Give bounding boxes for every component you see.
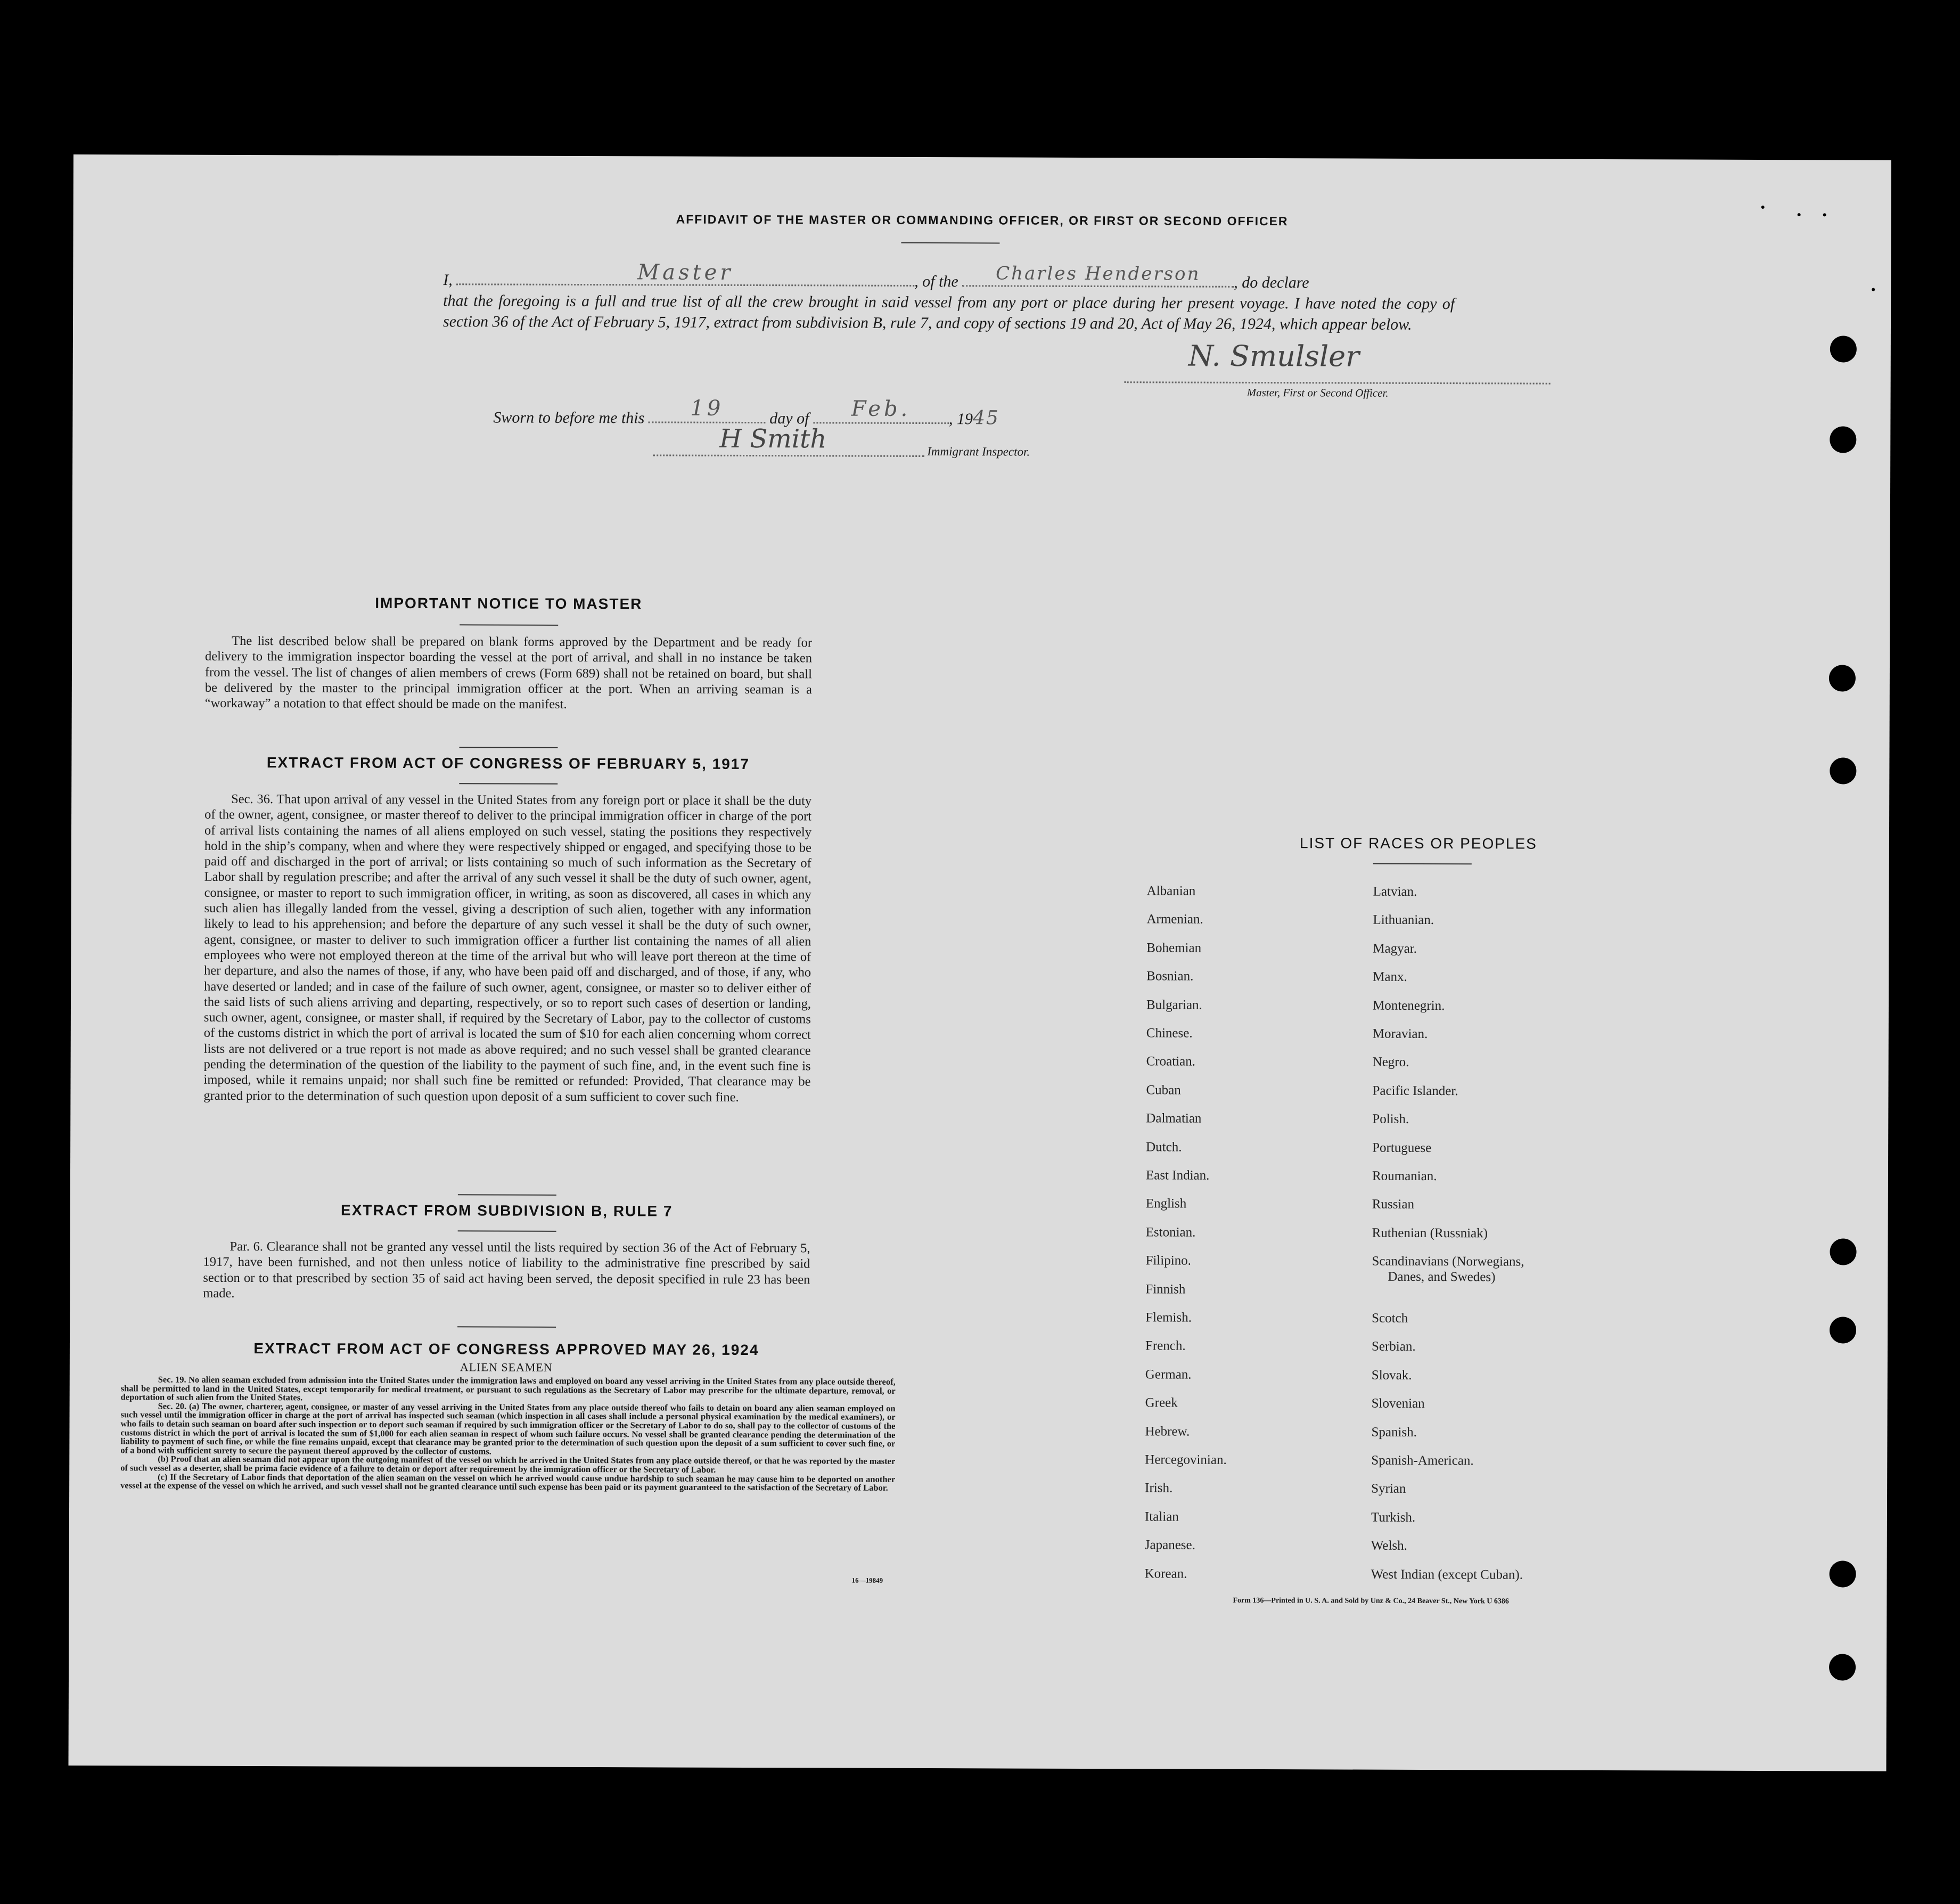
- race-item: Polish.: [1372, 1112, 1409, 1127]
- rule-7-title: EXTRACT FROM SUBDIVISION B, RULE 7: [341, 1202, 673, 1220]
- divider: [901, 242, 999, 244]
- race-item: Hebrew.: [1145, 1424, 1190, 1439]
- vessel-name-handwritten: Charles Henderson: [996, 263, 1201, 285]
- master-name-field: [456, 260, 914, 287]
- section-36-paragraph: Sec. 36. That upon arrival of any vessel in the United States from any foreign port or place it shall be the duty of the owner, agent, consignee, or master thereof to deliver to the principal immigration officer in charge of the port of arrival lists containing the names of all aliens employed on such vessel, stating the positions they respectively hold in the ship’s company, when and where they were respectively shipped or engaged, and specifying those to be paid off and discharged in the port of arrival; or lists containing so much of such information as the Secretary of Labor shall by regulation prescribe; and after the arrival of any such vessel it shall be the duty of such owner, agent, consignee, or master to report to such immigration officer, in writing, as soon as discovered, all cases in which any such alien has illegally landed from the vessel, giving a description of such alien, together with any information likely to lead to his apprehension; and before the departure of any such vessel it shall be the duty of such owner, agent, consignee, or master to deliver to such immigration officer a further list containing the names of all alien employees who were not employed thereon at the time of the arrival but who will leave port thereon at the time of her departure, and also the names of those, if any, who have been paid off and discharged, and of those, if any, who have deserted or landed; and in case of the failure of such owner, agent, consignee, or master so to deliver either of the said lists of such aliens arriving and departing, respectively, or so to report such cases of desertion or landing, such owner, agent, consignee, or master shall, if required by the Secretary of Labor, pay to the collector of customs of the customs district in which the port of arrival is located the sum of $10 for each alien concerning whom correct lists are not delivered or a true report is not made as above required; and no such vessel shall be granted clearance pending the determination of the question of the liability to the payment of such fine, and, in the event such fine is imposed, while it remains unpaid; nor shall such fine be remitted or refunded: Provided, That clearance may be granted prior to the determination of such question upon deposit of a sum sufficient to cover such fine.: [203, 791, 812, 1105]
- divider: [459, 783, 557, 785]
- dust-speck: [1872, 288, 1875, 291]
- affidavit-text-block: [442, 260, 1455, 335]
- section-19-paragraph: Sec. 19. No alien seaman excluded from admission into the United States under the immigration laws and employed on board any vessel arriving in the United States from any place outside thereof, shall be permitted to land in the United States, except temporarily for medical treatment, or pursuant to such regulations as the Secretary of Labor may prescribe for the ultimate departure, removal, or deportation of such alien from the United States.: [120, 1374, 896, 1403]
- divider: [458, 1194, 556, 1196]
- race-item: Estonian.: [1145, 1225, 1196, 1240]
- day-handwritten: 19: [690, 396, 724, 421]
- affidavit-first-line: [443, 260, 1455, 293]
- race-item: Pacific Islander.: [1372, 1083, 1458, 1098]
- punch-hole: [1830, 1238, 1856, 1265]
- race-item: Bosnian.: [1146, 969, 1194, 984]
- race-item: Ruthenian (Russniak): [1372, 1225, 1488, 1241]
- year-prefix: , 19: [948, 410, 973, 428]
- race-item: Armenian.: [1146, 912, 1203, 927]
- race-item: Dutch.: [1146, 1139, 1182, 1155]
- race-item: Danes, and Swedes): [1388, 1269, 1496, 1285]
- race-item: Hercegovinian.: [1145, 1452, 1227, 1467]
- paragraph-6: Par. 6. Clearance shall not be granted any vessel until the lists required by section 36 of the Act of February 5, 1917, have been furnished, and not then unless notice of liability to the administrative fine prescribed by said section or to that prescribed by section 35 of said act having been served, the deposit specified in rule 23 has been made.: [203, 1239, 810, 1301]
- punch-hole: [1829, 1654, 1856, 1680]
- race-item: Turkish.: [1371, 1510, 1416, 1525]
- race-item: English: [1145, 1196, 1187, 1211]
- extract-1924-text-block: [120, 1375, 896, 1492]
- of-the-label: , of the: [914, 272, 958, 291]
- race-item: Dalmatian: [1146, 1111, 1202, 1126]
- race-item: Montenegrin.: [1372, 998, 1445, 1013]
- extract-1917-title: EXTRACT FROM ACT OF CONGRESS OF FEBRUARY 5, 1917: [266, 754, 750, 772]
- document-page: [68, 154, 1891, 1771]
- inspector-signature-line: [653, 423, 924, 457]
- race-item: Italian: [1144, 1509, 1179, 1524]
- race-item: Filipino.: [1145, 1253, 1191, 1268]
- year-handwritten: 45: [972, 407, 999, 429]
- rule-7-text-block: [203, 1239, 810, 1303]
- race-item: French.: [1145, 1338, 1186, 1353]
- punch-hole: [1830, 757, 1856, 784]
- races-title: LIST OF RACES OR PEOPLES: [1299, 835, 1537, 852]
- race-item: Greek: [1145, 1395, 1178, 1410]
- form-number: 16—19849: [851, 1576, 883, 1584]
- race-item: Croatian.: [1146, 1054, 1196, 1069]
- race-item: Latvian.: [1373, 884, 1417, 899]
- section-20a-paragraph: Sec. 20. (a) The owner, charterer, agent, consignee, or master of any vessel arriving in the United States from any place outside thereof who fails to detain on board any alien seaman employed on such vessel until the immigration officer in charge at the port of arrival has inspected such seaman (which inspection in all cases shall include a personal physical examination by the medical examiners), or who fails to detain such seaman on board after such inspection or to deport such seaman if required by such immigration officer or the Secretary of Labor to do so, shall pay to the collector of customs of the customs district in which the port of arrival is located the sum of $1,000 for each alien seaman in respect of whom such failure occurs. No vessel shall be granted clearance pending the determination of the liability to payment of such fine, or while the fine remains unpaid, except that clearance may be granted prior to the determination of such question upon the deposit of a sum sufficient to cover such fine, or of a bond with sufficient surety to secure the payment thereof approved by the collector of customs.: [120, 1401, 896, 1457]
- race-item: Scandinavians (Norwegians,: [1372, 1254, 1524, 1269]
- punch-hole: [1830, 336, 1857, 362]
- divider: [460, 624, 558, 626]
- race-item: Moravian.: [1372, 1026, 1428, 1041]
- race-item: Japanese.: [1144, 1538, 1195, 1552]
- race-item: Albanian: [1146, 884, 1196, 898]
- punch-hole: [1830, 426, 1856, 453]
- notice-paragraph: The list described below shall be prepared on blank forms approved by the Department and be ready for delivery to the immigration inspector boarding the vessel at the port of arrival, and shall in no instance be taken from the vessel. The list of changes of alien members of crews (Form 689) shall not be retained on board, but shall be delivered by the master to the principal immigration officer at the port. When an arriving seaman is a “workaway” a notation to that effect should be made on the manifest.: [204, 633, 813, 712]
- master-signature: N. Smulsler: [1188, 339, 1360, 373]
- day-of-label: day of: [769, 410, 809, 428]
- form-footer: Form 136—Printed in U. S. A. and Sold by Unz & Co., 24 Beaver St., New York U 6386: [1233, 1596, 1509, 1606]
- race-item: Magyar.: [1373, 941, 1417, 956]
- race-item: Korean.: [1144, 1566, 1187, 1581]
- race-item: Spanish.: [1371, 1425, 1417, 1440]
- race-item: Lithuanian.: [1373, 913, 1434, 928]
- affidavit-title: AFFIDAVIT OF THE MASTER OR COMMANDING OFFICER, OR FIRST OR SECOND OFFICER: [676, 212, 1289, 228]
- punch-hole: [1830, 1317, 1856, 1343]
- extract-1924-title: EXTRACT FROM ACT OF CONGRESS APPROVED MAY 26, 1924: [253, 1340, 759, 1359]
- day-field: [649, 396, 766, 423]
- race-item: Slovenian: [1371, 1396, 1425, 1411]
- master-name-handwritten: Master: [637, 260, 734, 285]
- race-item: Negro.: [1372, 1055, 1409, 1070]
- section-20b-paragraph: (b) Proof that an alien seaman did not appear upon the outgoing manifest of the vessel on which he arrived in the United States from any place outside thereof, or that he was reported by the master of such vessel as a deserter, shall be prima facie evidence of a failure to detain or deport after requirement by the immigration officer or the Secretary of Labor.: [120, 1453, 896, 1475]
- section-20c-paragraph: (c) If the Secretary of Labor finds that deportation of the alien seaman on the vessel on which he arrived would cause undue hardship to such seaman he may cause him to be deported on another vessel at the expense of the vessel on which he arrived, and such vessel shall not be granted clearance until such expense has been paid or its payment guaranteed to the satisfaction of the Secretary of Labor.: [120, 1472, 896, 1493]
- race-item: German.: [1145, 1367, 1192, 1382]
- race-item: Manx.: [1373, 969, 1407, 985]
- signer-label: Master, First or Second Officer.: [1246, 386, 1389, 399]
- affidavit-statement: that the foregoing is a full and true list of all the crew brought in said vessel from any port or place during her present voyage. I have noted the copy of section 36 of the Act of February 5, 1917, extract from subdivision B, rule 7, and copy of sections 19 and 20, Act of May 26, 1924, which appear below.: [442, 292, 1455, 333]
- divider: [458, 1230, 556, 1232]
- month-handwritten: Feb.: [851, 396, 911, 421]
- race-item: Finnish: [1145, 1281, 1186, 1297]
- race-item: Portuguese: [1372, 1140, 1432, 1155]
- race-item: Cuban: [1146, 1083, 1181, 1098]
- race-item: Irish.: [1145, 1481, 1173, 1496]
- master-signature-line: [1125, 339, 1551, 385]
- race-item: Chinese.: [1146, 1026, 1193, 1041]
- notice-title: IMPORTANT NOTICE TO MASTER: [375, 594, 643, 612]
- race-item: Bulgarian.: [1146, 997, 1202, 1012]
- notice-text-block: [205, 633, 812, 713]
- divider: [457, 1326, 556, 1328]
- race-item: Roumanian.: [1372, 1168, 1437, 1184]
- race-item: West Indian (except Cuban).: [1371, 1567, 1523, 1582]
- declare-label: , do declare: [1234, 273, 1309, 292]
- i-label: I,: [443, 271, 453, 289]
- race-item: Scotch: [1372, 1311, 1408, 1326]
- vessel-name-field: [962, 263, 1234, 288]
- dust-speck: [1761, 206, 1765, 209]
- race-item: Welsh.: [1371, 1538, 1407, 1554]
- race-item: Serbian.: [1371, 1339, 1416, 1354]
- inspector-signature: H Smith: [719, 423, 827, 454]
- alien-seamen-subtitle: ALIEN SEAMEN: [460, 1360, 553, 1374]
- sworn-label: Sworn to before me this: [493, 408, 645, 427]
- punch-hole: [1830, 1560, 1856, 1587]
- punch-hole: [1829, 665, 1856, 691]
- month-field: [813, 396, 949, 424]
- race-item: Slovak.: [1371, 1368, 1412, 1383]
- race-item: Spanish-American.: [1371, 1453, 1474, 1468]
- extract-1917-text-block: [203, 791, 811, 1106]
- race-item: Flemish.: [1145, 1310, 1192, 1325]
- divider: [1373, 863, 1472, 865]
- race-item: Bohemian: [1146, 941, 1202, 955]
- divider: [460, 747, 558, 748]
- inspector-label: Immigrant Inspector.: [927, 445, 1030, 459]
- race-item: Syrian: [1371, 1482, 1406, 1497]
- race-item: Russian: [1372, 1197, 1415, 1212]
- race-item: East Indian.: [1145, 1168, 1210, 1183]
